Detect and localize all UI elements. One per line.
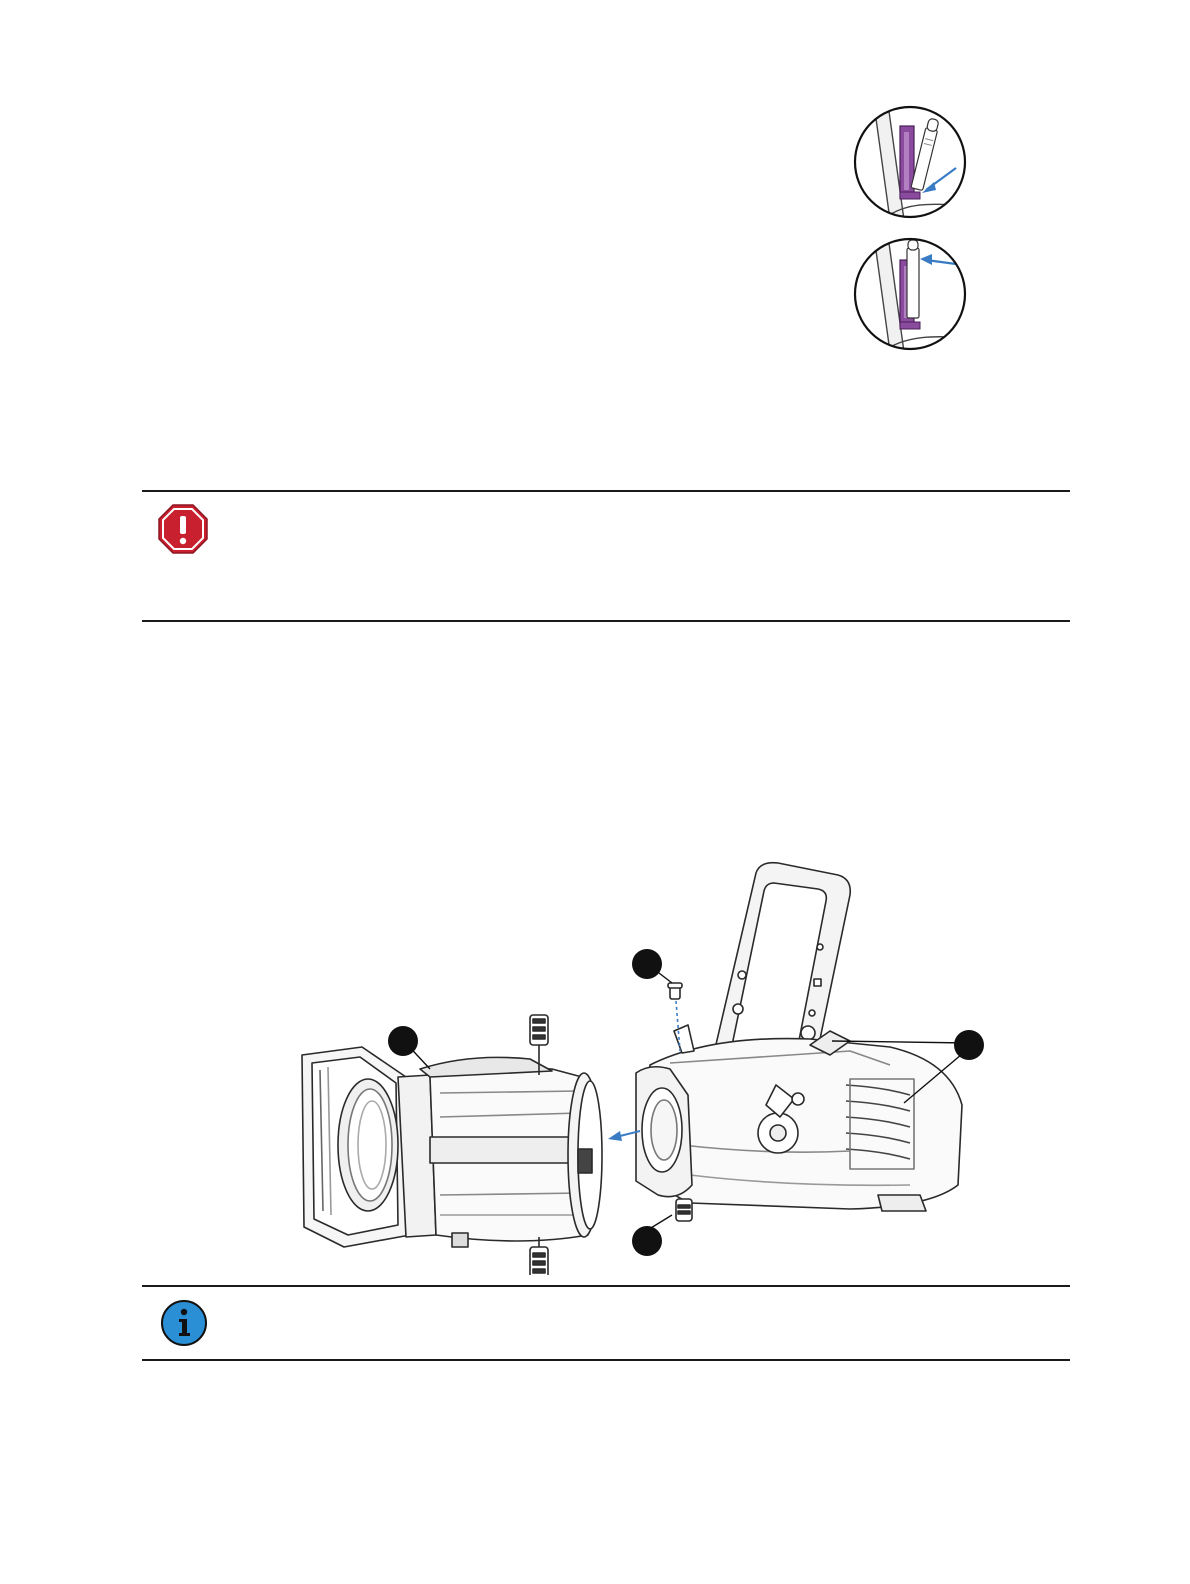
stop-exclamation-icon: [158, 504, 208, 554]
note-callout: [142, 1287, 1070, 1359]
warning-callout: [142, 492, 1070, 620]
note-bottom-rule: [142, 1359, 1070, 1361]
fixture-illustration: [290, 855, 990, 1275]
detail-view-top: [852, 104, 968, 220]
callout-marker-2: [632, 949, 662, 979]
callout-marker-3: [954, 1030, 984, 1060]
info-icon: [160, 1299, 208, 1347]
warning-bottom-rule: [142, 620, 1070, 622]
detail-view-bottom: [852, 236, 968, 352]
callout-marker-4: [632, 1226, 662, 1256]
callout-marker-1: [388, 1026, 418, 1056]
